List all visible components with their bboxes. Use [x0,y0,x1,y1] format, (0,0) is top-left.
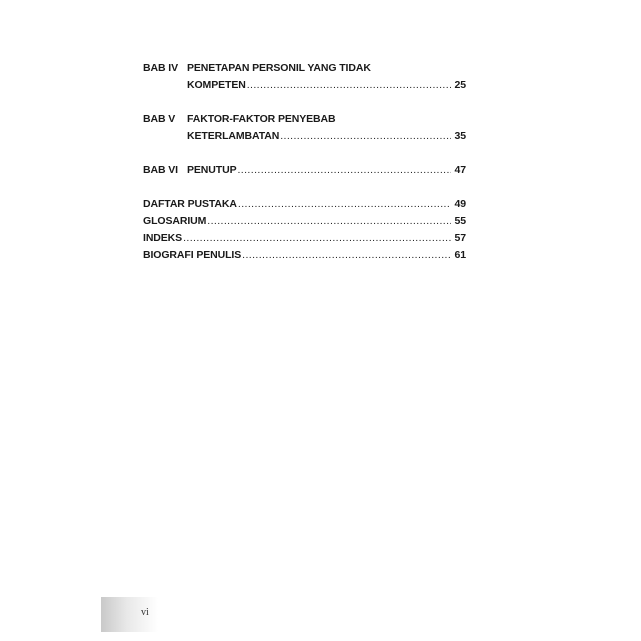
toc-chapter-heading [143,111,466,128]
table-of-contents [143,60,466,264]
chapter-number: BAB V [143,113,176,125]
chapter-title-continuation: KETERLAMBATAN [187,130,280,142]
chapter-title-continuation: KOMPETEN [187,79,246,91]
toc-chapter-heading [143,60,466,77]
toc-entry-line[interactable] [143,128,466,145]
page-reference: 61 [454,249,466,261]
dot-leader [183,230,451,247]
page-reference: 57 [454,232,466,244]
toc-chapter-5 [143,111,466,145]
page-reference: 55 [454,215,466,227]
toc-chapter-6 [143,162,466,179]
toc-back-matter [143,196,466,264]
page-reference: 25 [454,79,466,91]
dot-leader [280,128,451,145]
toc-chapter-4 [143,60,466,94]
chapter-title: PENUTUP [187,164,237,176]
chapter-number: BAB IV [143,62,178,74]
page-reference: 47 [454,164,466,176]
entry-label: DAFTAR PUSTAKA [143,198,237,210]
toc-entry-line[interactable] [143,162,466,179]
footer-page-tab [101,597,158,632]
entry-label: GLOSARIUM [143,215,207,227]
toc-entry-indeks[interactable] [143,230,466,247]
chapter-title: PENETAPAN PERSONIL YANG TIDAK [187,62,371,74]
chapter-number: BAB VI [143,164,178,176]
dot-leader [237,162,451,179]
chapter-title: FAKTOR-FAKTOR PENYEBAB [187,113,336,125]
toc-entry-daftar-pustaka[interactable] [143,196,466,213]
toc-entry-biografi-penulis[interactable] [143,247,466,264]
dot-leader [247,77,451,94]
dot-leader [242,247,451,264]
entry-label: BIOGRAFI PENULIS [143,249,242,261]
toc-entry-glosarium[interactable] [143,213,466,230]
footer-page-number: vi [141,607,149,618]
dot-leader [238,196,451,213]
toc-entry-line[interactable] [143,77,466,94]
dot-leader [207,213,451,230]
entry-label: INDEKS [143,232,183,244]
page-reference: 49 [454,198,466,210]
page-reference: 35 [454,130,466,142]
